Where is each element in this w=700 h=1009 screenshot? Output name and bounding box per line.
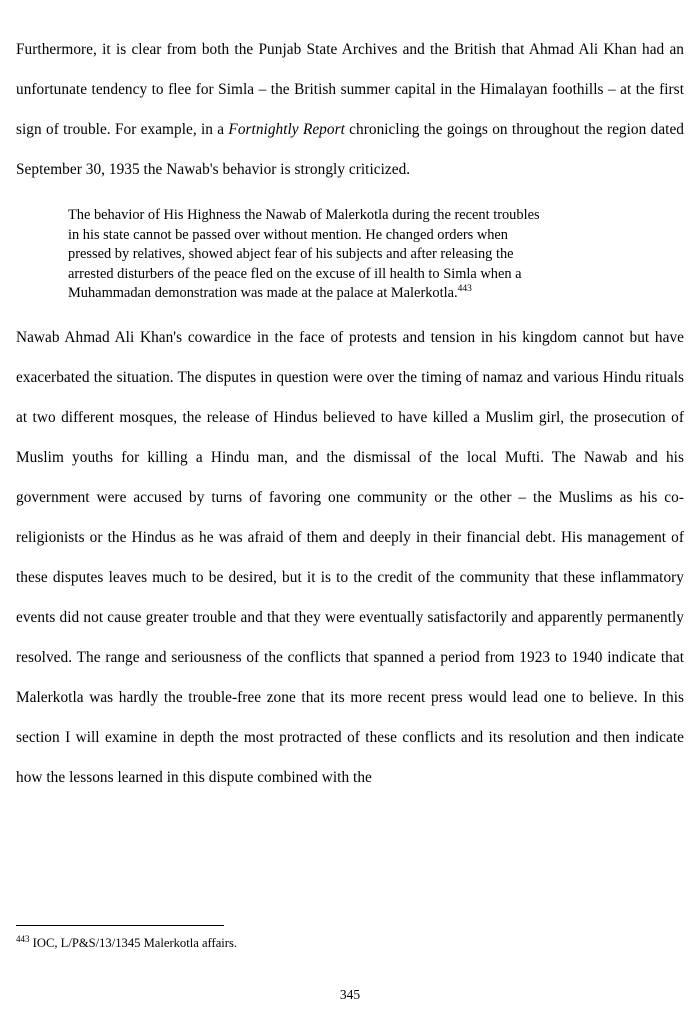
block-quote-line: The behavior of His Highness the Nawab of Malerkotla during the recent troubles bbox=[68, 207, 540, 223]
footnote-number: 443 bbox=[16, 933, 30, 944]
paragraph-two: Nawab Ahmad Ali Khan's cowardice in the face of protests and tension in his kingdom cannot but have exacerbated the situation. The disputes in question were over the timing of namaz and various Hindu rituals at two different mosques, the release of Hindus believed to have killed a Muslim girl, the prosecution of Muslim youths for killing a Hindu man, and the dismissal of the local Mufti. The Nawab and his government were accused by turns of favoring one community or the other – the Muslims as his co-religionists or the Hindus as he was afraid of them and deeply in their financial debt. His management of these disputes leaves much to be desired, but it is to the credit of the community that these inflammatory events did not cause greater trouble and that they were eventually satisfactorily and apparently permanently resolved. The range and seriousness of the conflicts that spanned a period from 1923 to 1940 indicate that Malerkotla was hardly the trouble-free zone that its more recent press would lead one to believe. In this section I will examine in depth the most protracted of these conflicts and its resolution and then indicate how the lessons learned in this dispute combined with the bbox=[16, 328, 684, 786]
footnote-reference-marker: 443 bbox=[457, 284, 472, 295]
paragraph-one-text-after-italic: chronicling the goings on throughout the region dated September 30, 1935 the Nawab's behavior is strongly criticized. bbox=[16, 121, 684, 178]
italic-title-fortnightly-report: Fortnightly Report bbox=[228, 121, 345, 138]
footnote-citation-text: IOC, L/P&S/13/1345 Malerkotla affairs. bbox=[32, 936, 238, 950]
block-quote-line: in his state cannot be passed over without mention. He changed orders when bbox=[68, 226, 508, 243]
block-quote-line-text: Muhammadan demonstration was made at the palace at Malerkotla. bbox=[68, 285, 458, 301]
footnote-separator-rule bbox=[16, 925, 224, 926]
block-quote-line: pressed by relatives, showed abject fear of his subjects and after releasing the bbox=[68, 246, 514, 262]
block-quote bbox=[68, 206, 636, 304]
page-number: 345 bbox=[339, 987, 361, 1002]
footnote-entry bbox=[16, 935, 676, 951]
block-quote-line: arrested disturbers of the peace fled on the excuse of ill health to Simla when a bbox=[68, 265, 522, 282]
paragraph-one-text-before-italic: Furthermore, it is clear from both the Punjab State Archives and the British that Ahmad Ali Khan had an unfortunate tendency to flee for Simla – the British summer capital in the Himalayan foothills – at the first sign of trouble. For example, in a bbox=[16, 41, 684, 138]
footnote-area bbox=[16, 925, 676, 951]
paragraph-one bbox=[16, 30, 684, 190]
block-quote-last-line bbox=[68, 284, 636, 304]
